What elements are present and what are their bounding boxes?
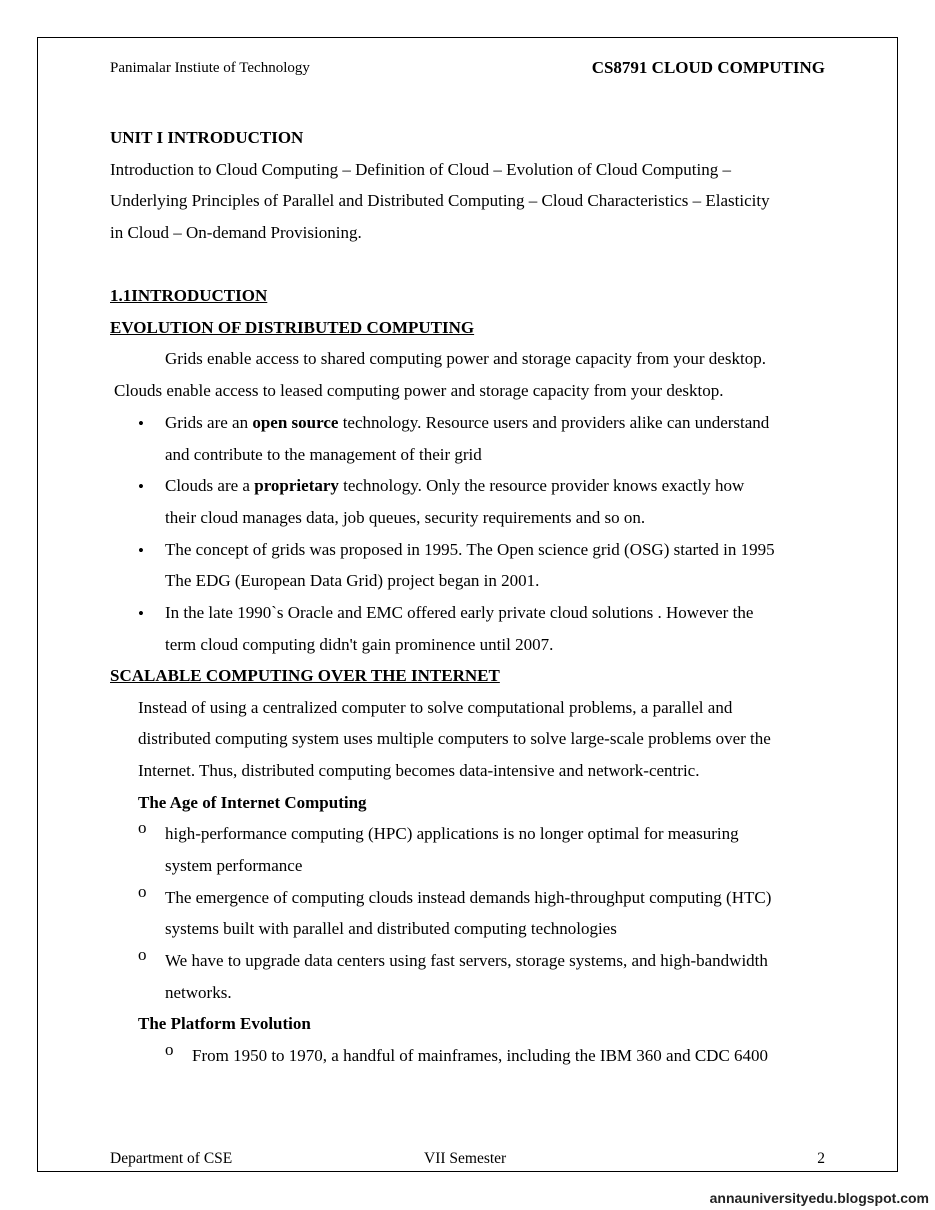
subheading-platform-evolution: The Platform Evolution (138, 1014, 311, 1033)
bullet-marker: • (138, 604, 144, 623)
circle-bullet-marker: o (165, 1040, 174, 1059)
bullet-text: technology. Resource users and providers alike can understand (338, 413, 770, 432)
watermark-url: annauniversityedu.blogspot.com (709, 1190, 929, 1206)
bullet-text: Clouds are a (165, 476, 255, 495)
circle-bullet-marker: o (138, 882, 147, 901)
header-course-title: CS8791 CLOUD COMPUTING (591, 58, 825, 77)
bullet-marker: • (138, 477, 144, 496)
unit-title: UNIT I INTRODUCTION (110, 128, 304, 147)
platform-item-mainframes: From 1950 to 1970, a handful of mainframes, including the IBM 360 and CDC 6400 (192, 1046, 769, 1065)
footer-department: Department of CSE (110, 1150, 233, 1167)
bullet-bold-term: proprietary (254, 476, 339, 495)
bullet-item-proprietary (165, 470, 825, 502)
bullet-item-grid-history: The concept of grids was proposed in 1995. The Open science grid (OSG) started in 1995 (165, 540, 775, 559)
circle-bullet-marker: o (138, 818, 147, 837)
section-heading-scalable-computing: SCALABLE COMPUTING OVER THE INTERNET (110, 666, 500, 685)
bullet-text: Grids are an (165, 413, 253, 432)
scalable-para-line-3: Internet. Thus, distributed computing becomes data-intensive and network-centric. (138, 761, 700, 780)
bullet-continuation: their cloud manages data, job queues, security requirements and so on. (165, 508, 646, 527)
bullet-bold-term: open source (252, 413, 339, 432)
section-heading-introduction: 1.1INTRODUCTION (110, 286, 268, 305)
clouds-intro-line: Clouds enable access to leased computing power and storage capacity from your desktop. (114, 381, 724, 400)
footer-semester: VII Semester (424, 1150, 507, 1167)
bullet-text: technology. Only the resource provider knows exactly how (338, 476, 745, 495)
bullet-item-cloud-history: In the late 1990`s Oracle and EMC offered early private cloud solutions . However the (165, 603, 754, 622)
age-item-continuation: system performance (165, 856, 303, 875)
grids-intro-line: Grids enable access to shared computing power and storage capacity from your desktop. (165, 349, 766, 368)
age-item-continuation: networks. (165, 983, 232, 1002)
syllabus-line-1: Introduction to Cloud Computing – Definition of Cloud – Evolution of Cloud Computing – (110, 160, 731, 179)
bullet-continuation: term cloud computing didn't gain prominence until 2007. (165, 635, 554, 654)
syllabus-line-3: in Cloud – On-demand Provisioning. (110, 223, 362, 242)
bullet-continuation: The EDG (European Data Grid) project began in 2001. (165, 571, 540, 590)
bullet-continuation: and contribute to the management of their grid (165, 445, 482, 464)
age-item-continuation: systems built with parallel and distributed computing technologies (165, 919, 617, 938)
bullet-item-open-source (165, 407, 825, 439)
syllabus-line-2: Underlying Principles of Parallel and Distributed Computing – Cloud Characteristics – Elasticity (110, 191, 770, 210)
footer-page-number: 2 (817, 1150, 825, 1167)
subheading-age-of-internet: The Age of Internet Computing (138, 793, 367, 812)
header-institute: Panimalar Instiute of Technology (110, 60, 310, 76)
bullet-marker: • (138, 414, 144, 433)
age-item-hpc: high-performance computing (HPC) applications is no longer optimal for measuring (165, 824, 739, 843)
scalable-para-line-2: distributed computing system uses multiple computers to solve large-scale problems over the (138, 729, 771, 748)
scalable-para-line-1: Instead of using a centralized computer to solve computational problems, a parallel and (138, 698, 733, 717)
bullet-marker: • (138, 541, 144, 560)
section-subheading-evolution: EVOLUTION OF DISTRIBUTED COMPUTING (110, 318, 475, 337)
age-item-htc: The emergence of computing clouds instead demands high-throughput computing (HTC) (165, 888, 772, 907)
circle-bullet-marker: o (138, 945, 147, 964)
age-item-data-centers: We have to upgrade data centers using fast servers, storage systems, and high-bandwidth (165, 951, 768, 970)
